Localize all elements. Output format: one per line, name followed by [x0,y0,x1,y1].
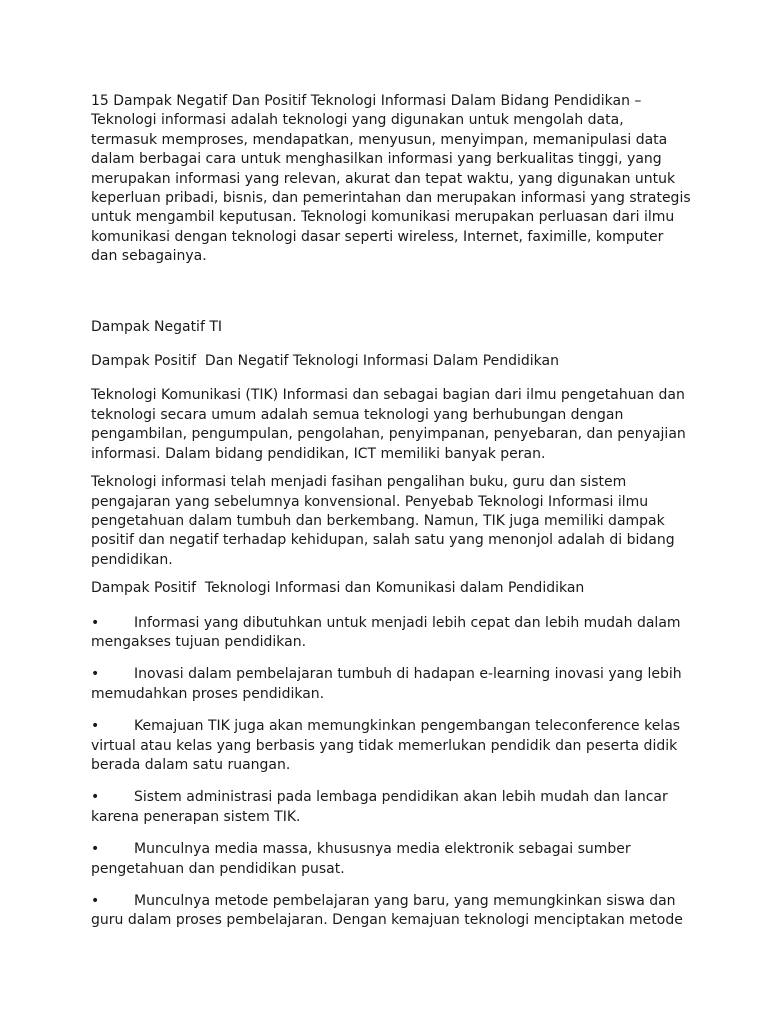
list-item [91,717,691,775]
bullet-icon: • [91,666,100,683]
document-body [91,92,691,944]
bullet-icon: • [91,789,100,806]
list-item-text: Munculnya media massa, khususnya media elektronik sebagai sumber pengetahuan dan pendidikan pusat. [91,841,631,877]
heading-dampak-negatif: Dampak Negatif TI [91,318,223,335]
list-item-text: Munculnya metode pembelajaran yang baru, yang memungkinkan siswa dan guru dalam proses pembelajaran. Dengan kemajuan teknologi menciptakan metode [91,893,683,929]
list-item [91,892,691,931]
list-item [91,665,691,704]
list-item-text: Kemajuan TIK juga akan memungkinkan pengembangan teleconference kelas virtual atau kelas yang berbasis yang tidak memerlukan pendidik dan peserta didik berada dalam satu ruangan. [91,718,681,773]
heading-dampak-positif-negatif: Dampak Positif Dan Negatif Teknologi Informasi Dalam Pendidikan [91,353,559,370]
list-item [91,788,691,827]
heading-dampak-positif-tik: Dampak Positif Teknologi Informasi dan Komunikasi dalam Pendidikan [91,580,585,597]
bullet-icon: • [91,841,100,858]
list-item-text: Informasi yang dibutuhkan untuk menjadi lebih cepat dan lebih mudah dalam mengakses tujuan pendidikan. [91,614,681,650]
paragraph-fasihan: Teknologi informasi telah menjadi fasihan pengalihan buku, guru dan sistem pengajaran yang sebelumnya konvensional. Penyebab Teknologi Informasi ilmu pengetahuan dalam tumbuh dan berkembang. Namun, TIK juga memiliki dampak positif dan negatif terhadap kehidupan, salah satu yang menonjol adalah di bidang pendidikan. [91,474,675,568]
list-item [91,614,691,653]
list-item [91,840,691,879]
section-spacer [91,276,691,318]
paragraph-tik: Teknologi Komunikasi (TIK) Informasi dan sebagai bagian dari ilmu pengetahuan dan teknologi secara umum adalah semua teknologi yang berhubungan dengan pengambilan, pengumpulan, pengolahan, penyimpanan, penyebaran, dan penyajian informasi. Dalam bidang pendidikan, ICT memiliki banyak peran. [91,387,686,462]
intro-paragraph: 15 Dampak Negatif Dan Positif Teknologi Informasi Dalam Bidang Pendidikan – Teknologi informasi adalah teknologi yang digunakan untuk mengolah data, termasuk memproses, mendapatkan, menyusun, menyimpan, memanipulasi data dalam berbagai cara untuk menghasilkan informasi yang berkualitas tinggi, yang merupakan informasi yang relevan, akurat dan tepat waktu, yang digunakan untuk keperluan pribadi, bisnis, dan pemerintahan dan merupakan informasi yang strategis untuk mengambil keputusan. Teknologi komunikasi merupakan perluasan dari ilmu komunikasi dengan teknologi dasar seperti wireless, Internet, faximille, komputer dan sebagainya. [91,93,691,265]
bullet-icon: • [91,893,100,909]
list-item-text: Sistem administrasi pada lembaga pendidikan akan lebih mudah dan lancar karena penerapan sistem TIK. [91,789,668,825]
bullet-icon: • [91,614,100,631]
bullet-icon: • [91,718,100,735]
list-item-text: Inovasi dalam pembelajaran tumbuh di hadapan e-learning inovasi yang lebih memudahkan proses pendidikan. [91,666,682,702]
